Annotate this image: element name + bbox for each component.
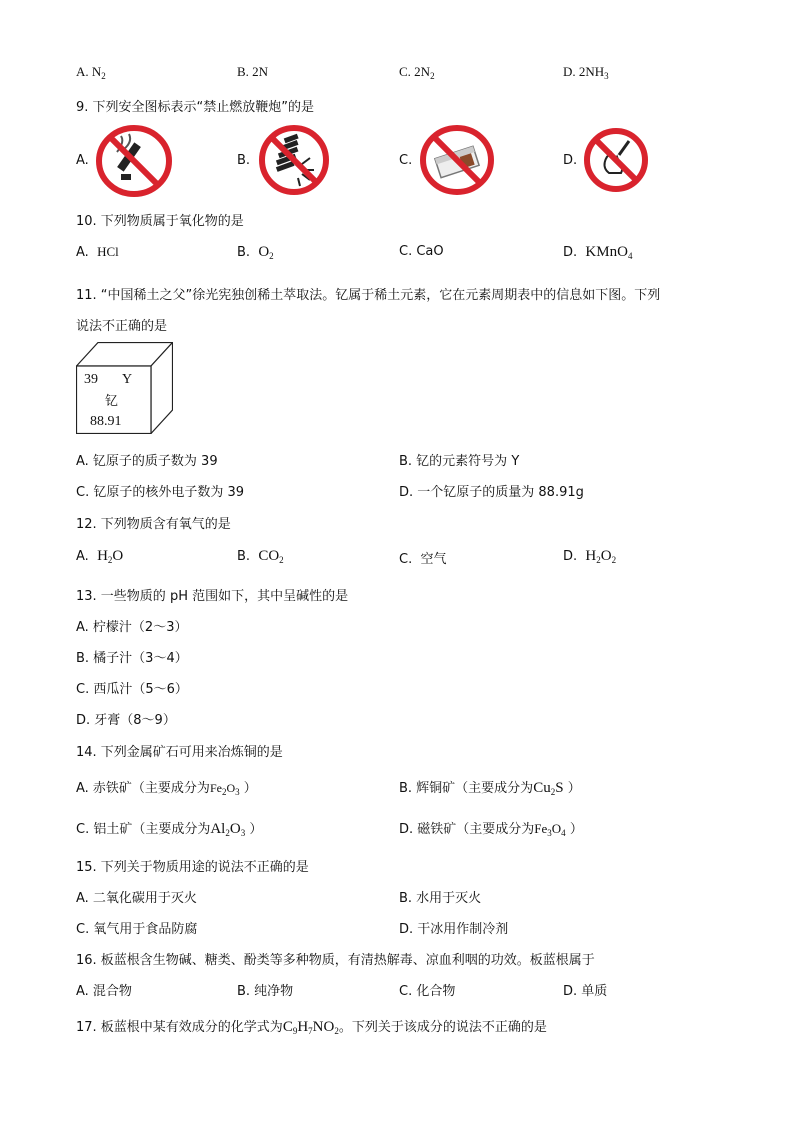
q12-option-d[interactable]: D. $H_2O_2$ — [563, 548, 617, 565]
q11-option-c[interactable]: C. 钇原子的核外电子数为 39 — [76, 485, 245, 500]
q13-option-c[interactable]: C. 西瓜汁（5～6） — [76, 682, 188, 697]
q9-label-c: C. — [399, 153, 413, 168]
q10-stem: 10. 下列物质属于氧化物的是 — [76, 214, 244, 229]
element-name: 钇 — [105, 394, 119, 409]
q11-option-b[interactable]: B. 钇的元素符号为 Y — [399, 454, 520, 469]
element-card-yttrium — [76, 342, 173, 434]
q15-stem: 15. 下列关于物质用途的说法不正确的是 — [76, 860, 309, 875]
q11-stem-line1: 11. “中国稀土之父”徐光宪独创稀土萃取法。钇属于稀土元素，它在元素周期表中的信息如下图。下列 — [76, 288, 661, 303]
q16-stem: 16. 板蓝根含生物碱、糖类、酚类等多种物质，有清热解毒、凉血利咽的功效。板蓝根属于 — [76, 953, 595, 968]
q15-option-c[interactable]: C. 氧气用于食品防腐 — [76, 922, 198, 937]
element-symbol: Y — [122, 372, 133, 387]
q15-option-b[interactable]: B. 水用于灭火 — [399, 891, 482, 906]
q8-option-b[interactable]: B. 2N — [237, 64, 269, 79]
q17-stem: 17. 板蓝根中某有效成分的化学式为$C_9H_7NO_2$。下列关于该成分的说法不正确的是 — [76, 1019, 547, 1036]
q12-stem: 12. 下列物质含有氧气的是 — [76, 517, 231, 532]
q8-option-a[interactable]: A. $N_2$ — [76, 64, 106, 81]
q11-option-d[interactable]: D. 一个钇原子的质量为 88.91g — [399, 485, 584, 500]
q10-option-c[interactable]: C. CaO — [399, 244, 444, 259]
q16-option-c[interactable]: C. 化合物 — [399, 984, 456, 999]
no-flammables-icon[interactable] — [419, 124, 495, 196]
q14-option-b[interactable]: B. 辉铜矿（主要成分为$Cu_2S$ ） — [399, 780, 581, 797]
q12-option-b[interactable]: B. $CO_2$ — [237, 548, 284, 565]
no-firecrackers-icon[interactable] — [258, 124, 330, 196]
q10-option-b[interactable]: B. $O_2$ — [237, 244, 274, 261]
q9-stem: 9. 下列安全图标表示“禁止燃放鞭炮”的是 — [76, 100, 315, 115]
q13-option-b[interactable]: B. 橘子汁（3～4） — [76, 651, 188, 666]
no-smoking-icon[interactable] — [95, 124, 173, 198]
q11-option-a[interactable]: A. 钇原子的质子数为 39 — [76, 454, 218, 469]
q12-option-a[interactable]: A. $H_2O$ — [76, 548, 124, 565]
q12-option-c[interactable]: C. 空气 — [399, 552, 447, 567]
atomic-mass: 88.91 — [90, 414, 122, 429]
q16-option-b[interactable]: B. 纯净物 — [237, 984, 294, 999]
q16-option-a[interactable]: A. 混合物 — [76, 984, 132, 999]
q14-option-d[interactable]: D. 磁铁矿（主要成分为$Fe_3O_4$ ） — [399, 821, 583, 838]
q15-option-a[interactable]: A. 二氧化碳用于灭火 — [76, 891, 197, 906]
q16-option-d[interactable]: D. 单质 — [563, 984, 608, 999]
q15-option-d[interactable]: D. 干冰用作制冷剂 — [399, 922, 509, 937]
q13-option-d[interactable]: D. 牙膏（8～9） — [76, 713, 176, 728]
q14-option-a[interactable]: A. 赤铁矿（主要成分为$Fe_2O_3$ ） — [76, 781, 257, 797]
q8-option-d[interactable]: D. $2NH_3$ — [563, 64, 609, 81]
q9-label-b: B. — [237, 153, 251, 168]
q10-option-a[interactable]: A. HCl — [76, 244, 119, 260]
q9-label-a: A. — [76, 153, 89, 168]
q13-stem: 13. 一些物质的 pH 范围如下，其中呈碱性的是 — [76, 589, 349, 604]
q13-option-a[interactable]: A. 柠檬汁（2～3） — [76, 620, 188, 635]
no-open-flame-icon[interactable] — [583, 127, 649, 193]
q11-stem-line2: 说法不正确的是 — [76, 319, 168, 334]
q14-option-c[interactable]: C. 铝土矿（主要成分为$Al_2O_3$ ） — [76, 821, 263, 838]
q10-option-d[interactable]: D. KMnO$_4$ — [563, 244, 633, 261]
atomic-number: 39 — [84, 372, 98, 387]
q8-option-c[interactable]: C. $2N_2$ — [399, 64, 435, 81]
q14-stem: 14. 下列金属矿石可用来冶炼铜的是 — [76, 745, 283, 760]
q9-label-d: D. — [563, 153, 578, 168]
